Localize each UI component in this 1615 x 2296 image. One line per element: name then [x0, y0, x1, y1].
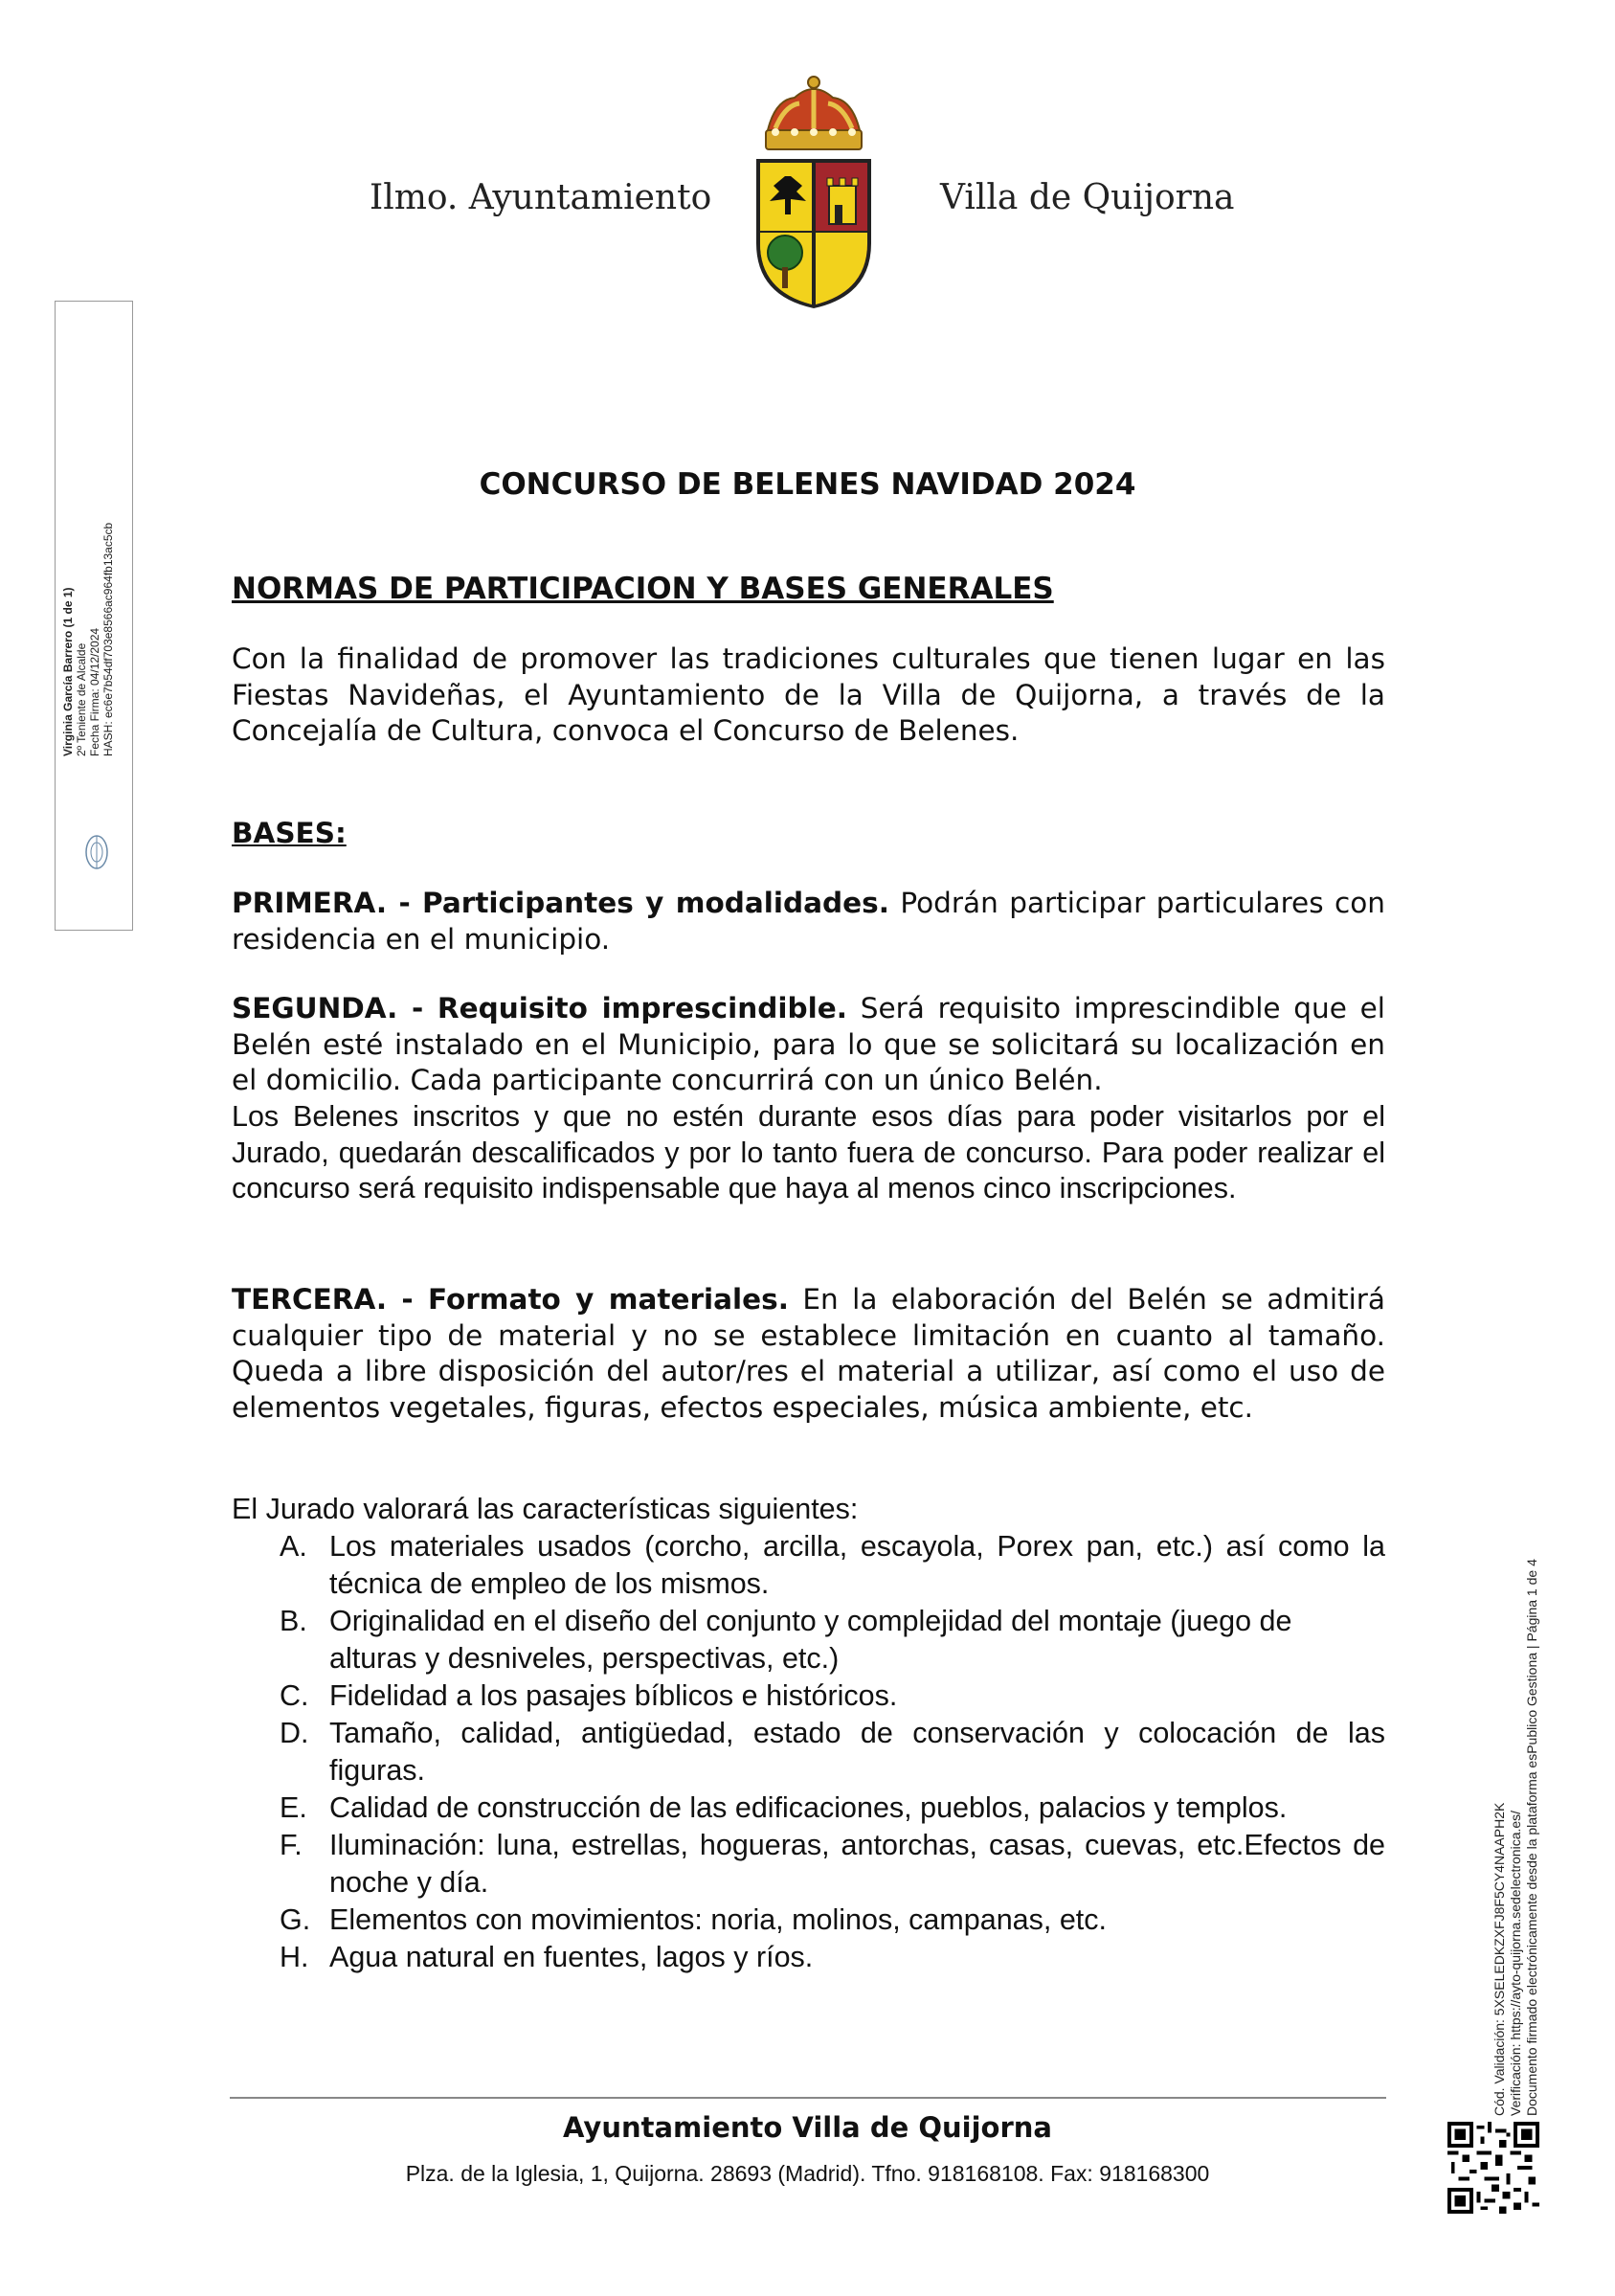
header-right-text: Villa de Quijorna	[940, 178, 1235, 217]
footer-address: Plza. de la Iglesia, 1, Quijorna. 28693 (Madrid). Tfno. 918168108. Fax: 918168300	[405, 2161, 1210, 2186]
tercera-text: En la elaboración del Belén se admitirá cualquier tipo de material y no se establece limitación en cuanto al tamaño. Queda a libre disposición del autor/res el material a utilizar, así como el uso de elementos vegetales, figuras, efectos especiales, música ambiente, etc.	[232, 1283, 1385, 1424]
primera-heading: PRIMERA. - Participantes y modalidades.	[232, 887, 889, 919]
qr-code-icon	[1447, 2122, 1539, 2214]
list-item: D. Tamaño, calidad, antigüedad, estado de conservación y colocación de las figuras.	[280, 1717, 1385, 1787]
signature-hash: HASH: ec6e7b54df703e8566ac964fb13ac5cb	[101, 522, 115, 756]
verification-code: Cód. Validación: 5XSELEDKZXFJ8F5CY4NAAPH2K	[1492, 1802, 1507, 2116]
crown-icon	[766, 77, 862, 149]
tercera-paragraph	[232, 1282, 1385, 1426]
bases-heading: BASES:	[232, 817, 347, 849]
bases-block	[232, 816, 1385, 852]
signer-role: 2º Teniente de Alcalde	[75, 642, 88, 756]
segunda-text: Será requisito imprescindible que el Belén esté instalado en el Municipio, para lo que se solicitará su localización en el domicilio. Cada participante concurrirá con un único Belén.	[232, 992, 1386, 1096]
coat-of-arms-logo	[747, 71, 881, 310]
verification-text	[1492, 1559, 1540, 2116]
footer-name: Ayuntamiento Villa de Quijorna	[563, 2111, 1052, 2144]
list-item: B. Originalidad en el diseño del conjunto y complejidad del montaje (juego de	[280, 1605, 1292, 1637]
header-left-text: Ilmo. Ayuntamiento	[370, 178, 712, 217]
signature-date: Fecha Firma: 04/12/2024	[88, 627, 101, 756]
list-item-continuation: alturas y desniveles, perspectivas, etc.)	[329, 1642, 840, 1675]
tercera-heading: TERCERA. - Formato y materiales.	[232, 1283, 789, 1316]
list-item: C. Fidelidad a los pasajes bíblicos e históricos.	[280, 1679, 898, 1712]
list-item: G. Elementos con movimientos: noria, molinos, campanas, etc.	[280, 1903, 1108, 1936]
primera-text: Podrán participar particulares con residencia en el municipio.	[232, 887, 1385, 956]
list-item: F. Iluminación: luna, estrellas, hogueras, antorchas, casas, cuevas, etc.Efectos de noche y día.	[280, 1829, 1385, 1899]
signature-seal-icon	[82, 831, 111, 873]
signature-stamp-text	[61, 523, 115, 756]
verification-url: Verificación: https://ayto-quijorna.sedelectronica.es/	[1508, 1810, 1523, 2116]
verification-note: Documento firmado electrónicamente desde la plataforma esPublico Gestiona | Página 1 de 4	[1524, 1559, 1539, 2116]
segunda-paragraph-2: Los Belenes inscritos y que no estén durante esos días para poder visitarlos por el Jurado, quedarán descalificados y por lo tanto fuera de concurso. Para poder realizar el concurso será requisito indispensable que haya al menos cinco inscripciones.	[232, 1100, 1385, 1204]
footer-divider	[230, 2097, 1386, 2099]
segunda-paragraph	[232, 991, 1385, 1099]
list-item: E. Calidad de construcción de las edificaciones, pueblos, palacios y templos.	[280, 1791, 1288, 1824]
section-heading	[232, 572, 1385, 608]
list-item: H. Agua natural en fuentes, lagos y ríos.	[280, 1941, 814, 1973]
signer-name: Virginia García Barrero (1 de 1)	[61, 587, 75, 756]
intro-paragraph: Con la finalidad de promover las tradiciones culturales que tienen lugar en las Fiestas Navideñas, el Ayuntamiento de la Villa de Quijorna, a través de la Concejalía de Cultura, convoca el Concurso de Belenes.	[232, 642, 1385, 747]
normas-heading: NORMAS DE PARTICIPACION Y BASES GENERALES	[232, 572, 1054, 606]
segunda-heading: SEGUNDA. - Requisito imprescindible.	[232, 992, 847, 1024]
primera-paragraph	[232, 886, 1385, 957]
list-item: A. Los materiales usados (corcho, arcilla, escayola, Porex pan, etc.) así como la técnica de empleo de los mismos.	[280, 1530, 1385, 1600]
document-title: CONCURSO DE BELENES NAVIDAD 2024	[479, 467, 1136, 502]
jurado-intro: El Jurado valorará las características siguientes:	[232, 1493, 859, 1525]
criteria-section	[232, 1491, 1385, 1976]
